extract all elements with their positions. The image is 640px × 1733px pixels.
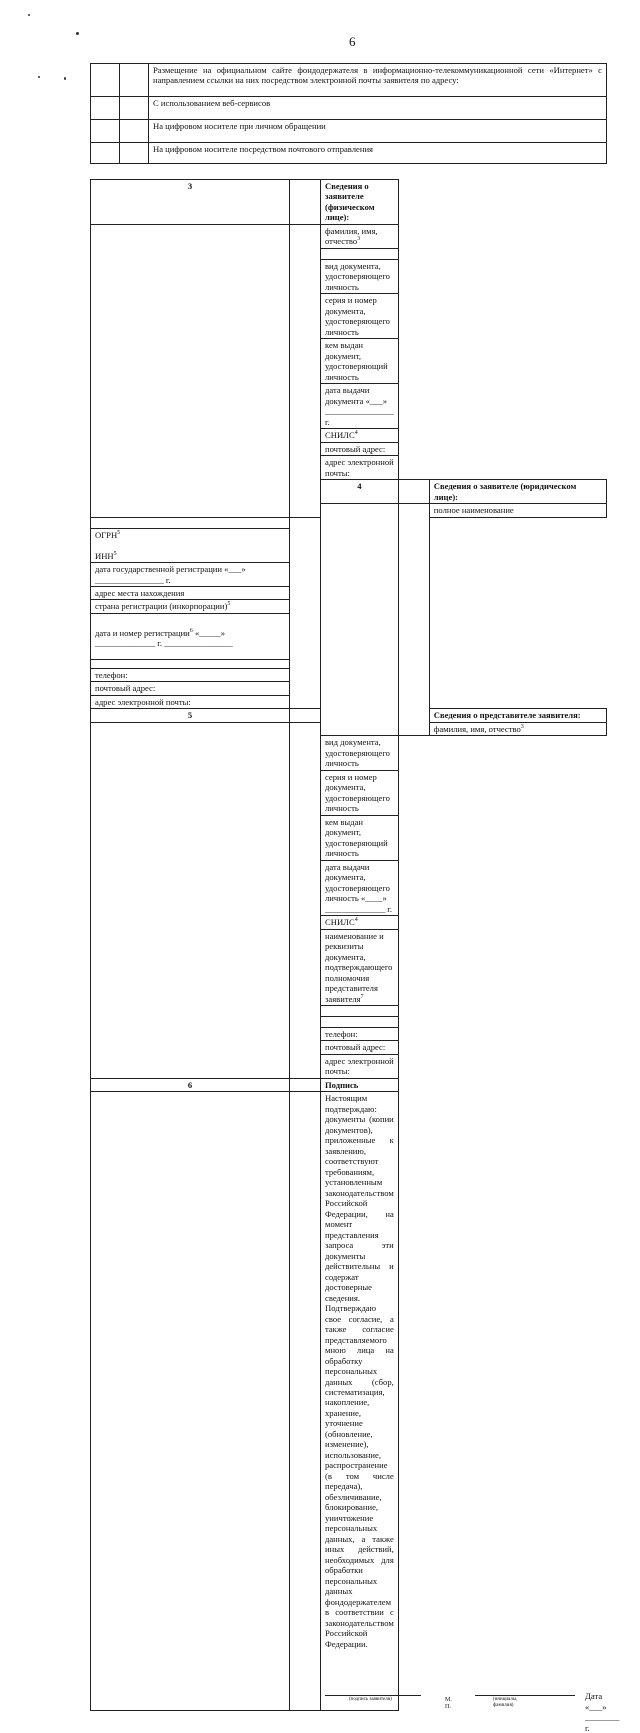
section-title: Сведения о представителе заявителя: — [429, 709, 606, 722]
field-label: почтовый адрес: — [91, 682, 290, 695]
delivery-methods-table — [90, 63, 607, 164]
section-number: 3 — [91, 180, 290, 225]
field-label: СНИЛС$^4$ — [321, 429, 399, 442]
signature-date: Дата «___» ________ г. — [585, 1691, 620, 1733]
section-number: 5 — [91, 709, 290, 722]
delivery-option: С использованием веб-сервисов — [149, 97, 607, 120]
field-label: вид документа, удостоверяющего личность — [321, 259, 399, 293]
section-number: 4 — [321, 480, 399, 504]
delivery-option: На цифровом носителе посредством почтового отправления — [149, 143, 607, 164]
field-label: телефон: — [91, 668, 290, 681]
delivery-option: Размещение на официальном сайте фондодержателя в информационно-телекоммуникационной сети «Интернет» с направлением ссылки на них посредством электронной почты заявителя по адресу: — [149, 64, 607, 97]
field-label: кем выдан документ, удостоверяющий личность — [321, 815, 399, 860]
confirm-paragraph: документы (копии документов), приложенные к заявлению, соответствуют требованиям, установленным законодательством Российской Федерации, на момент представления запроса эти документы действительны и содержат достоверные сведения. — [325, 1114, 394, 1303]
field-label: страна регистрации (инкорпорации)$^5$ — [91, 600, 290, 613]
signature-block — [325, 1649, 620, 1733]
field-label: серия и номер документа, удостоверяющего личность — [321, 770, 399, 815]
field-label: почтовый адрес: — [321, 1041, 399, 1054]
section-title: Сведения о заявителе (юридическом лице): — [429, 480, 606, 504]
scan-speck — [38, 76, 40, 78]
field-label: фамилия, имя, отчество$^3$ — [321, 224, 399, 248]
initials-caption: (инициалы, фамилия) — [493, 1697, 518, 1709]
scan-speck — [64, 77, 66, 80]
section-number: 6 — [91, 1078, 290, 1091]
scan-speck — [28, 14, 30, 16]
field-label: наименование и реквизиты документа, подтверждающего полномочия представителя заявителя$^7$ — [321, 929, 399, 1005]
field-label: СНИЛС$^4$ — [321, 916, 399, 929]
section-title: Подпись — [321, 1078, 399, 1091]
scan-speck — [76, 32, 79, 35]
field-label: телефон: — [321, 1028, 399, 1041]
field-label: кем выдан документ, удостоверяющий личность — [321, 339, 399, 384]
field-label: ОГРН$^5$ ИНН$^5$ — [91, 528, 290, 562]
field-label: полное наименование — [429, 504, 606, 517]
field-label: дата и номер регистрации$^6$ «_____» ______________ г. ________________ — [91, 613, 290, 659]
field-label: серия и номер документа, удостоверяющего личность — [321, 294, 399, 339]
field-label: вид документа, удостоверяющего личность — [321, 736, 399, 770]
field-label: адрес электронной почты: — [321, 1054, 399, 1078]
applicant-info-table — [90, 179, 620, 1733]
consent-paragraph: Подтверждаю свое согласие, а также согласие представляемого мною лица на обработку персональных данных (сбор, систематизация, накопление, хранение, уточнение (обновление, изменение), использование, распространение (в том числе передача), обезличивание, блокирование, уничтожение персональных данных, а также иных действий, необходимых для обработки персональных данных фондодержателем в соответствии с законодательством Российской Федерации. — [325, 1303, 394, 1649]
delivery-option: На цифровом носителе при личном обращении — [149, 120, 607, 143]
confirm-heading: Настоящим подтверждаю: — [325, 1093, 377, 1114]
field-label: дата государственной регистрации «___» ________________ г. — [91, 563, 290, 587]
signature-caption: (подпись заявителя) — [349, 1697, 392, 1703]
field-label: дата выдачи документа, удостоверяющего личность «____» ______________ г. — [321, 860, 399, 915]
field-label: дата выдачи документа «___» ________________ г. — [321, 384, 399, 429]
field-label: адрес места нахождения — [91, 586, 290, 599]
field-label: адрес электронной почты: — [321, 456, 399, 480]
stamp-label: М. П. — [445, 1697, 452, 1711]
field-label: почтовый адрес: — [321, 442, 399, 455]
field-label: фамилия, имя, отчество$^3$ — [429, 722, 606, 735]
field-label: адрес электронной почты: — [91, 695, 290, 708]
section-title: Сведения о заявителе (физическом лице): — [321, 180, 399, 225]
page-number: 6 — [349, 34, 356, 49]
